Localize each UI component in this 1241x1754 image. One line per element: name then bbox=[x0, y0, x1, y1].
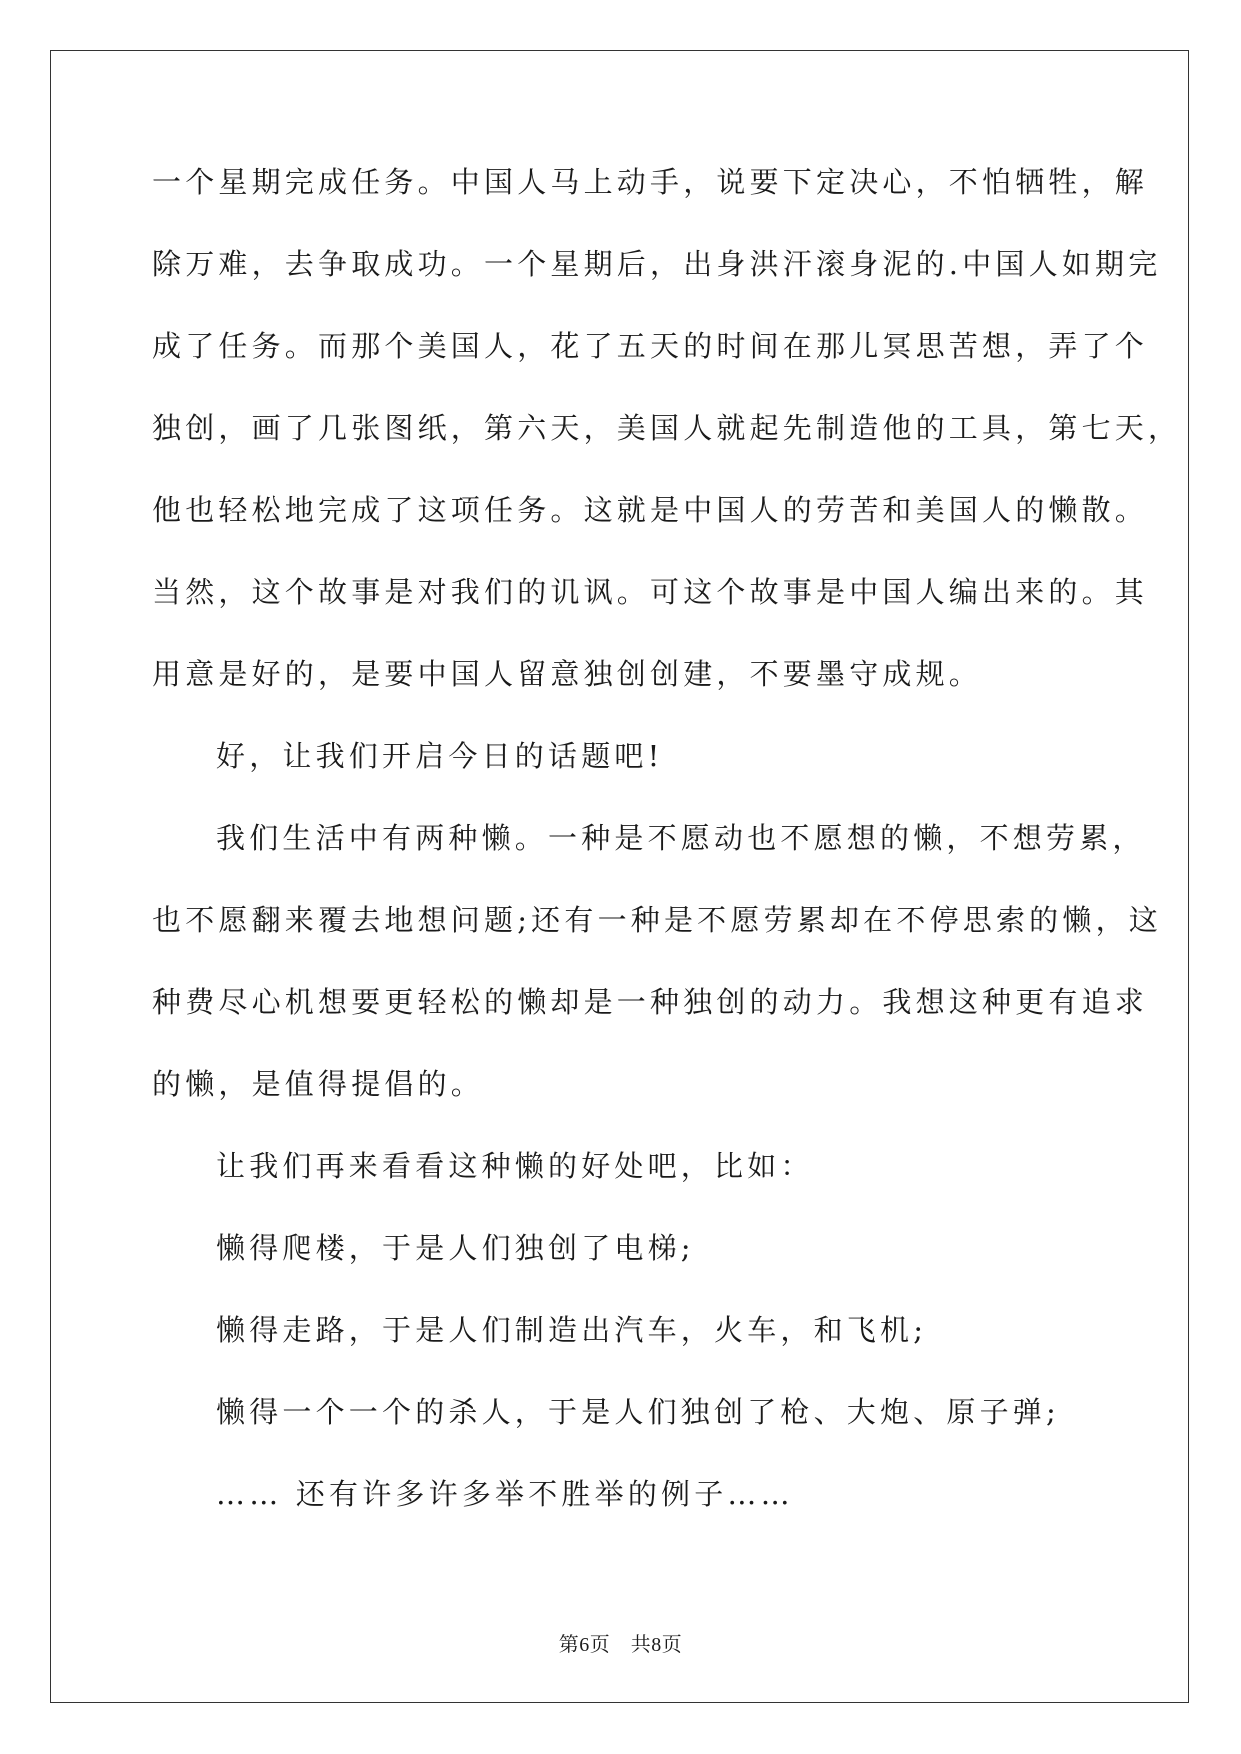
page-number-footer bbox=[0, 1632, 1241, 1657]
current-page-number: 6 bbox=[579, 1634, 590, 1656]
text-line: 当然，这个故事是对我们的讥讽。可这个故事是中国人编出来的。其 bbox=[152, 575, 1149, 609]
total-suffix: 页 bbox=[661, 1632, 683, 1656]
paragraph-line: 我们生活中有两种懒。一种是不愿动也不愿想的懒，不想劳累， bbox=[216, 821, 1146, 855]
text-line: 用意是好的，是要中国人留意独创创建，不要墨守成规。 bbox=[152, 657, 983, 691]
list-item: 懒得爬楼，于是人们独创了电梯; bbox=[216, 1231, 695, 1265]
total-pages-number: 8 bbox=[651, 1634, 662, 1656]
text-line: 除万难，去争取成功。一个星期后，出身洪汗滚身泥的.中国人如期完 bbox=[152, 247, 1162, 281]
text-line: 成了任务。而那个美国人，花了五天的时间在那儿冥思苦想，弄了个 bbox=[152, 329, 1149, 363]
paragraph-line: 好，让我们开启今日的话题吧! bbox=[216, 739, 664, 773]
text-line: 独创，画了几张图纸，第六天，美国人就起先制造他的工具，第七天， bbox=[152, 411, 1182, 445]
text-line: 也不愿翻来覆去地想问题;还有一种是不愿劳累却在不停思索的懒，这 bbox=[152, 903, 1162, 937]
total-prefix: 共 bbox=[630, 1632, 652, 1656]
paragraph-line: 让我们再来看看这种懒的好处吧，比如： bbox=[216, 1149, 814, 1183]
list-item: 懒得走路，于是人们制造出汽车，火车，和飞机; bbox=[216, 1313, 928, 1347]
list-item: 懒得一个一个的杀人，于是人们独创了枪、大炮、原子弹; bbox=[216, 1395, 1060, 1429]
text-line: 的懒，是值得提倡的。 bbox=[152, 1067, 485, 1101]
page-prefix: 第 bbox=[558, 1632, 580, 1656]
text-line: 种费尽心机想要更轻松的懒却是一种独创的动力。我想这种更有追求 bbox=[152, 985, 1149, 1019]
list-item: …… 还有许多许多举不胜举的例子…… bbox=[216, 1477, 794, 1511]
document-body bbox=[152, 162, 1182, 1556]
text-line: 他也轻松地完成了这项任务。这就是中国人的劳苦和美国人的懒散。 bbox=[152, 493, 1149, 527]
page-suffix: 页 bbox=[589, 1632, 611, 1656]
text-line: 一个星期完成任务。中国人马上动手，说要下定决心，不怕牺牲，解 bbox=[152, 165, 1149, 199]
